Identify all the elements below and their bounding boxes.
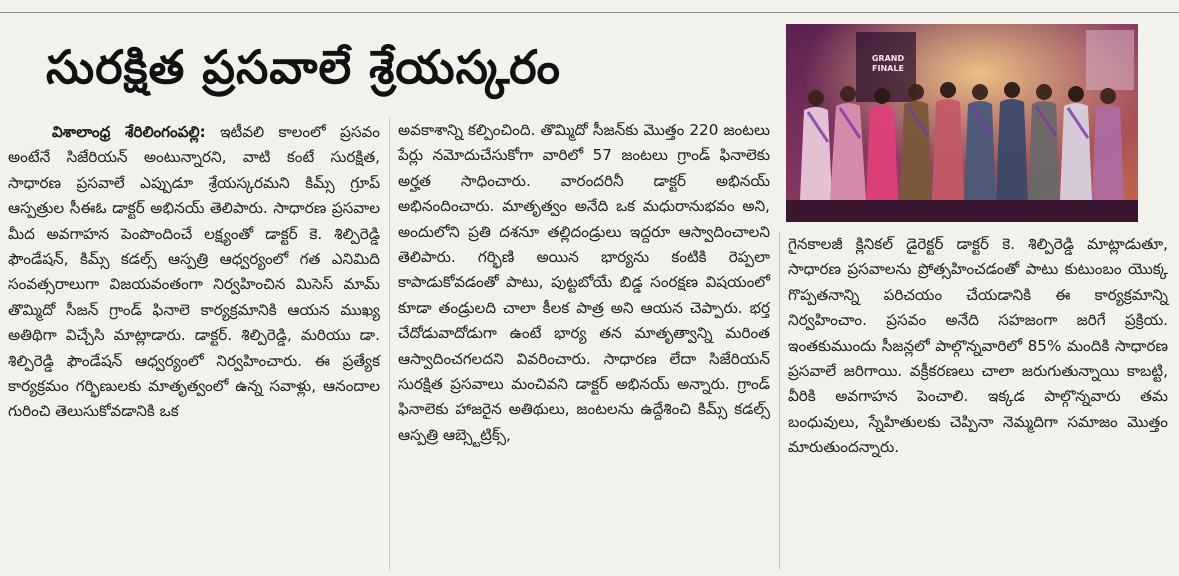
article-column-2 [398,118,770,448]
previous-article-strip [0,0,1179,13]
column-divider [779,232,780,570]
article-column-3 [788,232,1168,461]
article-column-1 [8,120,380,425]
event-photo-illustration [786,24,1138,222]
column-text: ఇటీవలి కాలంలో ప్రసవం అంటేనే సిజేరియన్ అంటున్నారని, వాటి కంటే సురక్షిత, సాధారణ ప్రసవాలే ఎప్పుడూ శ్రేయస్కరమని కిమ్స్ గ్రూప్ ఆస్పత్రుల సీఈఓ డాక్టర్ అభినయ్ తెలిపారు. సాధారణ ప్రసవాల మీద అవగాహన పెంపొందించే లక్ష్యంతో డాక్టర్ కె. శిల్పిరెడ్డి ఫౌండేషన్, కిమ్స్ కడల్స్ ఆస్పత్రి ఆధ్వర్యంలో గత ఎనిమిది సంవత్సరాలుగా విజయవంతంగా నిర్వహించిన మిసెస్ మామ్ తొమ్మిదో సీజన్ గ్రాండ్ ఫినాలె కార్యక్రమానికి ఆయన ముఖ్య అతిథిగా విచ్చేసి మాట్లాడారు. డాక్టర్. శిల్పిరెడ్డి, మరియు డా. శిల్పిరెడ్డి ఫౌండేషన్ ఆధ్వర్యంలో నిర్వహించారు. ఈ ప్రత్యేక కార్యక్రమం గర్భిణులకు మాతృత్వంలో ఉన్న సవాళ్లు, ఆనందాల గురించి తెలుసుకోవడానికి ఒక [8,123,381,421]
article-headline: సురక్షిత ప్రసవాలే శ్రేయస్కరం [46,40,561,94]
column-divider [389,118,390,570]
event-photo [786,24,1138,222]
column-text: అవకాశాన్ని కల్పించింది. తొమ్మిదో సీజన్‌కు మొత్తం 220 జంటలు పేర్లు నమోదుచేసుకోగా వారిలో 57 జంటలు గ్రాండ్ ఫినాలెకు అర్హత సాధించారు. వారందరినీ డాక్టర్ అభినయ్ అభినందించారు. మాతృత్వం అనేది ఒక మధురానుభవం అని, అందులోని ప్రతి దశనూ తల్లిదండ్రులు ఇద్దరూ ఆస్వాదించాలని తెలిపారు. గర్భిణి అయిన భార్యను కంటికి రెప్పలా కాపాడుకోవడంతో పాటు, పుట్టబోయే బిడ్డ సంరక్షణ విషయంలో కూడా తండ్రులది చాలా కీలక పాత్ర అని ఆయన చెప్పారు. భర్త చేదోడువాదోడుగా ఉంటే భార్య తన మాతృత్వాన్ని మరింత ఆస్వాదించగలదని వివరించారు. సాధారణ లేదా సిజేరియన్ సురక్షిత ప్రసవాలు మంచివని డాక్టర్ అభినయ్ అన్నారు. గ్రాండ్ ఫినాలెకు హాజరైన అతిథులు, జంటలను ఉద్దేశించి కిమ్స్ కడల్స్ ఆస్పత్రి ఆబ్స్టెట్రిక్స్, [398,121,770,444]
article-paragraph [8,120,380,425]
column-text: గైనకాలజీ క్లినికల్ డైరెక్టర్ డాక్టర్ కె. శిల్పిరెడ్డి మాట్లాడుతూ, సాధారణ ప్రసవాలను ప్రోత్సహించడంతో పాటు కుటుంబం యొక్క గొప్పతనాన్ని పరిచయం చేయడానికి ఈ కార్యక్రమాన్ని నిర్వహించాం. ప్రసవం అనేది సహజంగా జరిగే ప్రక్రియ. ఇంతకుముందు సీజన్లలో పాల్గొన్నవారిలో 85% మందికి సాధారణ ప్రసవాలే జరిగాయి. వక్రీకరణలు చాలా జరుగుతున్నాయి కాబట్టి, వీరికి అవగాహన పెంచాలి. ఇక్కడ పాల్గొన్నవారు తమ బంధువులు, స్నేహితులకు చెప్పినా నెమ్మదిగా సమాజం మొత్తం మారుతుందన్నారు. [788,235,1168,457]
photo-backdrop-text: GRAND FINALE [871,54,905,73]
dateline: విశాలాంధ్ర శేరిలింగంపల్లి: [52,123,206,141]
